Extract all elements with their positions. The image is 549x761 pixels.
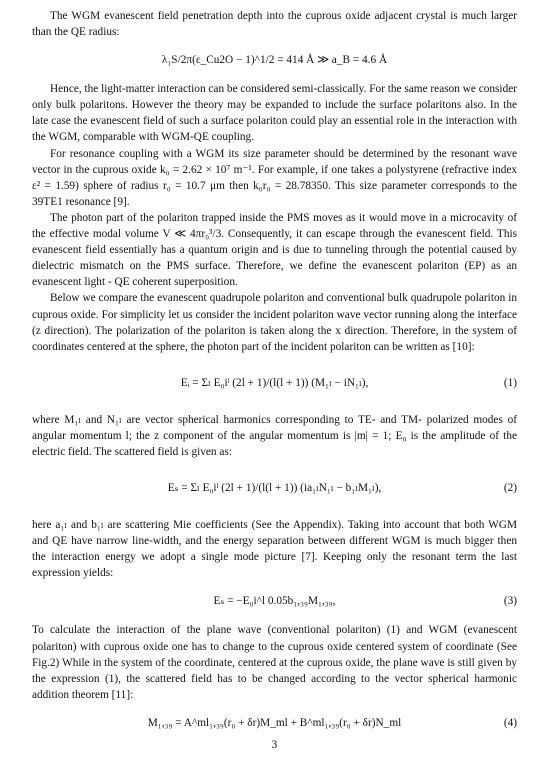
equation-2: [32, 466, 517, 510]
paragraph-5: Below we compare the evanescent quadrupole polariton and conventional bulk quadrupole polariton in cuprous oxide. For simplicity let us consider the incident polariton wave vector running along the interface (z direction). The polarization of the polariton is taken along the x direction. Therefore, in the system of coordinates centered at the sphere, the photon part of the incident polariton can be written as [10]:: [32, 292, 517, 353]
equation-2-number: (2): [503, 482, 517, 495]
equation-3: [32, 593, 517, 609]
equation-2-text: Eₛ = Σₗ E₀iˡ (2l + 1)/(l(l + 1)) (ia₁ₗN₁ₗ − b₁ₗM₁ₗ),: [167, 482, 382, 495]
equation-penetration-depth: [32, 52, 517, 68]
page-number: 3: [271, 739, 278, 751]
paragraph-3: For resonance coupling with a WGM its size parameter should be determined by the resonant wave vector in the cuprous oxide k₀ = 2.62 × 10⁷ m⁻¹. For example, if one takes a polystyrene (refractive index ε² = 1.59) sphere of radius r₀ = 10.7 μm then k₀r₀ = 28.78350. This size parameter corresponds to the 39TE1 resonance [9].: [32, 147, 517, 208]
paragraph-6: where M₁ₗ and N₁ₗ are vector spherical harmonics corresponding to TE- and TM- polarized modes of angular momentum l; the z component of the angular momentum is |m| = 1; E₀ is the amplitude of the electric field. The scattered field is given as:: [32, 413, 517, 458]
paragraph-4: The photon part of the polariton trapped inside the PMS moves as it would move in a microcavity of the effective modal volume V ≪ 4πr₀³/3. Consequently, it can escape through the evanescent field. This evanescent field essentially has a quantum origin and is due to tunneling through the potential caused by dielectric mismatch on the PMS surface. Therefore, we define the evanescent polariton (EP) as an evanescent light - QE coherent superposition.: [32, 211, 517, 289]
equation-3-text: Eₛ = −E₀i^l 0.05b₁,₃₉M₁,₃₉,: [213, 595, 336, 608]
paragraph-2: Hence, the light-matter interaction can be considered semi-classically. For the same reason we consider only bulk polaritons. However the theory may be expanded to include the surface polaritons also. In the late case the evanescent field of such a surface polariton could play an essential role in the interaction with the WGM, comparable with WGM-QE coupling.: [32, 83, 517, 144]
paragraph-8: To calculate the interaction of the plane wave (conventional polariton) (1) and WGM (evanescent polariton) with cuprous oxide one has to change to the cuprous oxide centered system of coordinate (See Fig.2) While in the system of the coordinate, centered at the cuprous oxide, the plane wave is still given by the expression (1), the scattered field has to be changed according to the vector spherical harmonic addition theorem [11]:: [32, 624, 517, 701]
equation-1: [32, 361, 517, 405]
equation-penetration-depth-text: λ₁S/2π(ε_Cu2O − 1)^1/2 = 414 Å ≫ a_B = 4.6 Å: [161, 54, 388, 67]
equation-1-text: Eᵢ = Σₗ E₀iˡ (2l + 1)/(l(l + 1)) (M₁ₗ − iN₁ₗ),: [180, 376, 369, 389]
paragraph-1: The WGM evanescent field penetration depth into the cuprous oxide adjacent crystal is much larger than the QE radius:: [32, 10, 517, 39]
equation-3-number: (3): [503, 595, 517, 608]
equation-4-number: (4): [503, 716, 517, 729]
equation-4: [32, 715, 517, 731]
equation-1-number: (1): [503, 376, 517, 389]
paragraph-7: here a₁ₗ and b₁ₗ are scattering Mie coefficients (See the Appendix). Taking into account that both WGM and QE have narrow line-width, and the energy separation between different WGM is much bigger then the interaction energy we adopt a single mode picture [7]. Keeping only the resonant term the last expression yields:: [32, 519, 517, 580]
equation-4-text: M₁,₃₉ = A^ml₁,₃₉(r₀ + δr)M_ml + B^ml₁,₃₉(r₀ + δr)N_ml: [147, 716, 402, 729]
